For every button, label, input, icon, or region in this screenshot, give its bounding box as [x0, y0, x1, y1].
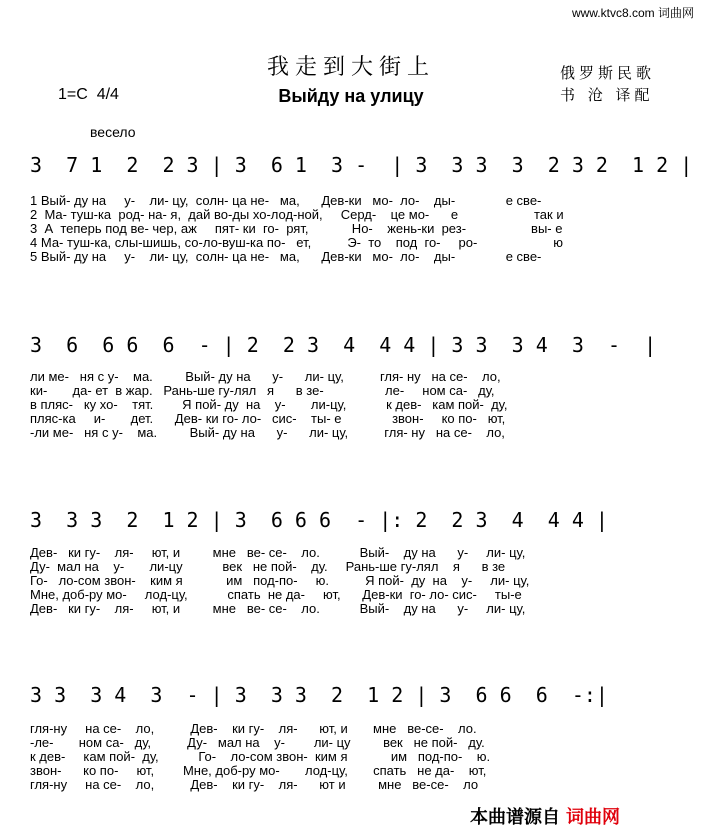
- notation-row: 3 7 1 2 2 3 | 3 6 1 3 - | 3 3 3 3 2 3 2 1 2 |: [30, 153, 693, 177]
- lyric-line: -ли ме- ня с у- ма. Вый- ду на у- ли- цу, гля- ну на се- ло,: [30, 425, 505, 440]
- song-title-russian: Выйду на улицу: [278, 86, 424, 106]
- lyric-line: звон- ко по- ют, Мне, доб-ру мо- лод-цу, спать не да- ют,: [30, 763, 487, 778]
- lyric-line: 2 Ма- туш-ка род- на- я, дай во-ды хо-лод-ной, Серд- це мо- е так и: [30, 207, 564, 222]
- site-url[interactable]: www.ktvc8.com 词曲网: [571, 6, 694, 20]
- key-signature: 1=C 4/4: [58, 86, 119, 103]
- lyrics-block-2: [30, 370, 680, 440]
- lyric-line: Дев- ки гу- ля- ют, и мне ве- се- ло. Вый- ду на у- ли- цу,: [30, 601, 526, 616]
- lyric-line: 4 Ма- туш-ка, слы-шишь, со-ло-вуш-ка по- ет, Э- то под го- ро- ю: [30, 235, 563, 250]
- source-footer: [470, 803, 620, 829]
- notation-system-3: [30, 500, 690, 540]
- notation-row: 3 6 6 6 6 - | 2 2 3 4 4 4 | 3 3 3 4 3 - |: [30, 333, 657, 357]
- lyric-line: Дев- ки гу- ля- ют, и мне ве- се- ло. Вый- ду на у- ли- цу,: [30, 545, 526, 560]
- song-title-chinese: 我走到大街上: [266, 55, 435, 80]
- footer-brand-link[interactable]: 词曲网: [566, 807, 620, 828]
- lyrics-block-3: [30, 546, 680, 616]
- lyric-line: ки- да- ет в жар. Рань-ше гу-лял я в зе- ле- ном са- ду,: [30, 383, 495, 398]
- lyric-line: гля-ну на се- ло, Дев- ки гу- ля- ют и мне ве-се- ло: [30, 777, 479, 792]
- lyric-line: гля-ну на се- ло, Дев- ки гу- ля- ют, и мне ве-се- ло.: [30, 721, 477, 736]
- lyric-line: ли ме- ня с у- ма. Вый- ду на у- ли- цу, гля- ну на се- ло,: [30, 369, 501, 384]
- lyric-line: 5 Вый- ду на у- ли- цу, солн- ца не- ма, Дев-ки мо- ло- ды- е све-: [30, 249, 542, 264]
- notation-row: 3 3 3 2 1 2 | 3 6 6 6 - |: 2 2 3 4 4 4 |: [30, 508, 608, 532]
- notation-system-4: [30, 675, 690, 715]
- lyric-line: Го- ло-сом звон- ким я им под-по- ю. Я пой- ду на у- ли- цу,: [30, 573, 530, 588]
- song-origin: 俄罗斯民歌: [560, 64, 656, 82]
- lyrics-block-4: [30, 722, 680, 792]
- notation-system-1: [30, 145, 693, 185]
- footer-source-text: 本曲谱源自: [470, 807, 560, 828]
- lyric-line: 3 А теперь под ве- чер, аж пят- ки го- рят, Но- жень-ки рез- вы- е: [30, 221, 563, 236]
- lyric-line: Мне, доб-ру мо- лод-цу, спать не да- ют, Дев-ки го- ло- сис- ты-е: [30, 587, 522, 602]
- lyric-line: в пляс- ку хо- тят. Я пой- ду на у- ли-цу, к дев- кам пой- ду,: [30, 397, 508, 412]
- lyrics-block-1: [30, 194, 680, 264]
- lyric-line: 1 Вый- ду на у- ли- цу, солн- ца не- ма, Дев-ки мо- ло- ды- е све-: [30, 193, 542, 208]
- tempo-marking: весело: [90, 124, 136, 140]
- arranger-credit: 书 沧 译配: [560, 86, 654, 104]
- lyric-line: к дев- кам пой- ду, Го- ло-сом звон- ким я им под-по- ю.: [30, 749, 491, 764]
- lyric-line: пляс-ка и- дет. Дев- ки го- ло- сис- ты- е звон- ко по- ют,: [30, 411, 506, 426]
- lyric-line: Ду- мал на у- ли-цу век не пой- ду. Рань-ше гу-лял я в зе: [30, 559, 506, 574]
- notation-system-2: [30, 325, 690, 365]
- lyric-line: -ле- ном са- ду, Ду- мал на у- ли- цу век не пой- ду.: [30, 735, 485, 750]
- notation-row: 3 3 3 4 3 - | 3 3 3 2 1 2 | 3 6 6 6 -:|: [30, 683, 608, 707]
